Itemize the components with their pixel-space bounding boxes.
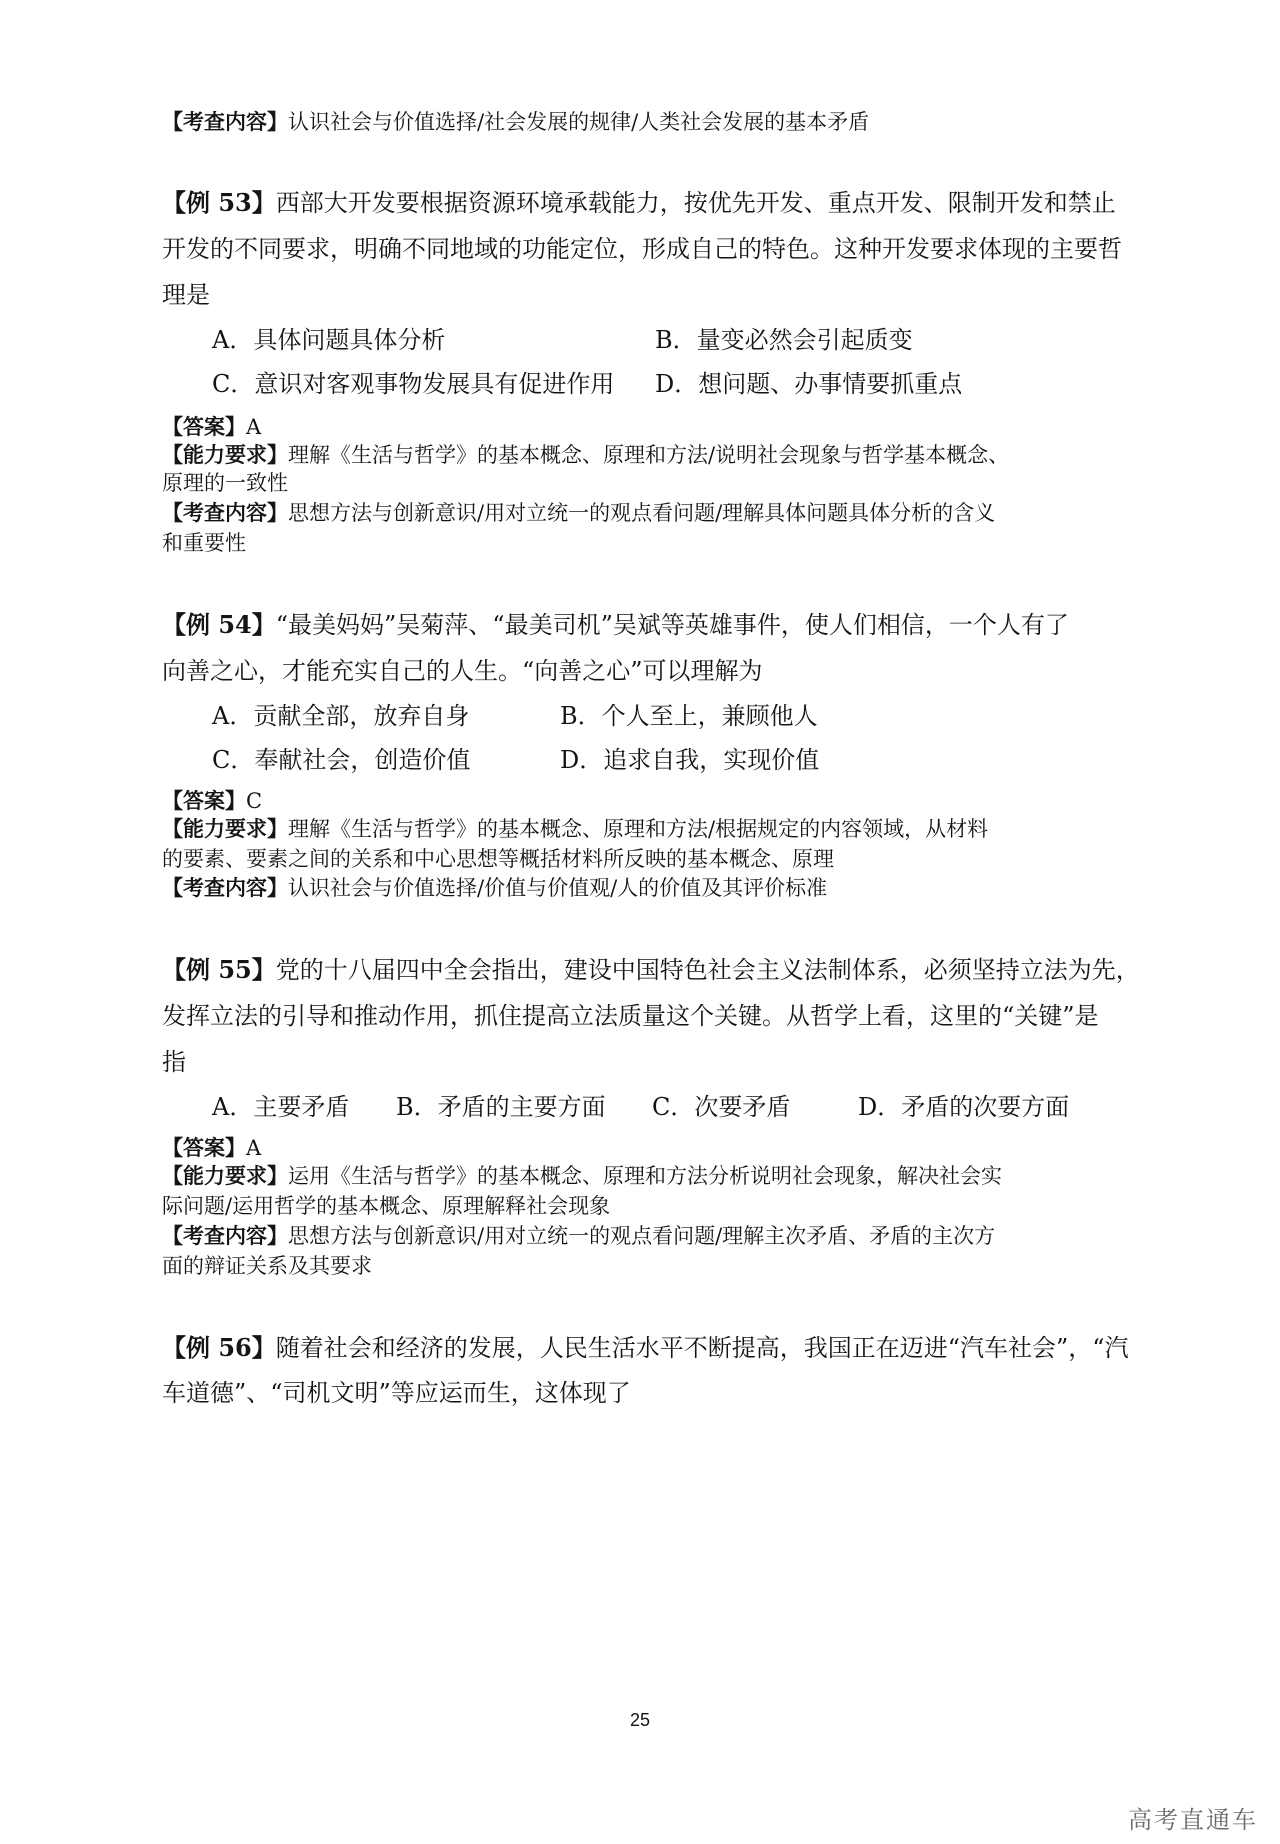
q54-option-a: A．贡献全部，放弃自身: [212, 702, 470, 730]
q54-ability-line-1: 【能力要求】理解《生活与哲学》的基本概念、原理和方法/根据规定的内容领域，从材料: [162, 816, 989, 841]
q54-option-c: C．奉献社会，创造价值: [212, 746, 471, 774]
q53-option-d: D．想问题、办事情要抓重点: [655, 370, 963, 398]
q53-stem-line-1: 【例 53】西部大开发要根据资源环境承载能力，按优先开发、重点开发、限制开发和禁止: [162, 188, 1116, 217]
q55-option-a: A．主要矛盾: [212, 1093, 350, 1121]
q55-stem-line-3: 指: [162, 1048, 186, 1076]
q53-option-c: C．意识对客观事物发展具有促进作用: [212, 370, 615, 398]
top-content-line: [162, 108, 869, 136]
q54-ability-line-2: 的要素、要素之间的关系和中心思想等概括材料所反映的基本概念、原理: [162, 847, 834, 871]
q53-content-line-2: 和重要性: [162, 531, 246, 555]
q55-option-b: B．矛盾的主要方面: [396, 1093, 606, 1121]
q53-option-b: B．量变必然会引起质变: [655, 326, 913, 354]
q54-answer: 【答案】C: [162, 788, 263, 813]
q55-answer: 【答案】A: [162, 1135, 262, 1160]
q55-label: 【例 55】: [162, 955, 276, 984]
q55-content-line-1: 【考查内容】思想方法与创新意识/用对立统一的观点看问题/理解主次矛盾、矛盾的主次方: [162, 1223, 996, 1248]
q53-ability-line-1: 【能力要求】理解《生活与哲学》的基本概念、原理和方法/说明社会现象与哲学基本概念、: [162, 442, 1010, 467]
q54-option-d: D．追求自我，实现价值: [560, 746, 820, 774]
q55-option-d: D．矛盾的次要方面: [858, 1093, 1070, 1121]
page-number: 25: [629, 1710, 651, 1730]
q53-ability-line-2: 原理的一致性: [162, 471, 288, 495]
q55-ability-line-1: 【能力要求】运用《生活与哲学》的基本概念、原理和方法分析说明社会现象，解决社会实: [162, 1163, 1002, 1188]
q53-stem-line-2: 开发的不同要求，明确不同地域的功能定位，形成自己的特色。这种开发要求体现的主要哲: [162, 235, 1122, 263]
q56-label: 【例 56】: [162, 1333, 276, 1362]
q53-label: 【例 53】: [162, 188, 276, 217]
q53-content-line-1: 【考查内容】思想方法与创新意识/用对立统一的观点看问题/理解具体问题具体分析的含义: [162, 500, 996, 525]
q54-stem-line-1: 【例 54】“最美妈妈”吴菊萍、“最美司机”吴斌等英雄事件，使人们相信，一个人有了: [162, 610, 1069, 639]
q53-option-a: A．具体问题具体分析: [212, 326, 446, 354]
watermark: 高考直通车: [1128, 1806, 1258, 1834]
q54-label: 【例 54】: [162, 610, 276, 639]
q54-content-line-1: 【考查内容】认识社会与价值选择/价值与价值观/人的价值及其评价标准: [162, 875, 828, 900]
q55-option-c: C．次要矛盾: [652, 1093, 791, 1121]
q54-option-b: B．个人至上，兼顾他人: [560, 702, 818, 730]
content-label: 【考查内容】: [162, 109, 288, 134]
q55-stem-line-2: 发挥立法的引导和推动作用，抓住提高立法质量这个关键。从哲学上看，这里的“关键”是: [162, 1002, 1099, 1030]
q55-ability-line-2: 际问题/运用哲学的基本概念、原理解释社会现象: [162, 1194, 611, 1218]
q56-stem-line-1: 【例 56】随着社会和经济的发展，人民生活水平不断提高，我国正在迈进“汽车社会”，“汽: [162, 1333, 1129, 1362]
q55-stem-line-1: 【例 55】党的十八届四中全会指出，建设中国特色社会主义法制体系，必须坚持立法为先，: [162, 955, 1140, 984]
content-text: 认识社会与价值选择/社会发展的规律/人类社会发展的基本矛盾: [288, 110, 870, 134]
q53-stem-line-3: 理是: [162, 281, 210, 309]
q53-answer: 【答案】A: [162, 414, 262, 439]
q54-stem-line-2: 向善之心，才能充实自己的人生。“向善之心”可以理解为: [162, 657, 763, 685]
q55-content-line-2: 面的辩证关系及其要求: [162, 1254, 372, 1278]
q56-stem-line-2: 车道德”、“司机文明”等应运而生，这体现了: [162, 1379, 631, 1407]
